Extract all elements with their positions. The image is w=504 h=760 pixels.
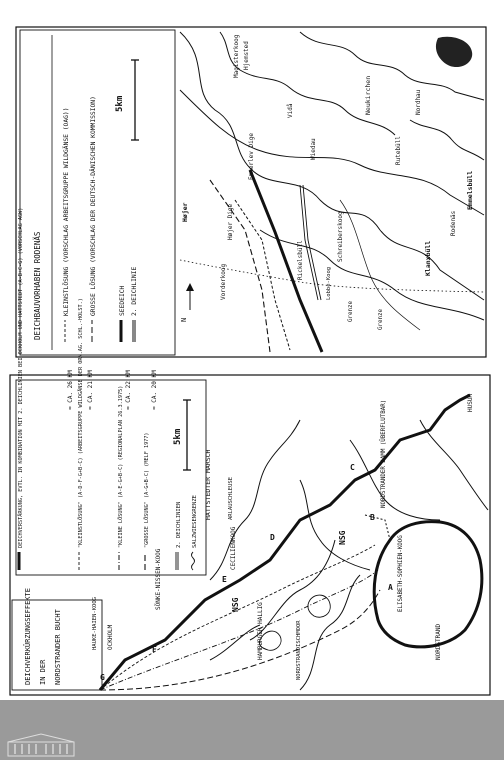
- point-a: A: [388, 583, 393, 592]
- svg-text:NSG: NSG: [338, 530, 347, 545]
- svg-text:Højer Dige: Højer Dige: [227, 203, 234, 240]
- right-map-labels: [181, 34, 474, 330]
- svg-text:Lobbe-Koog: Lobbe-Koog: [326, 266, 332, 300]
- right-legend-item-kleinst: [61, 107, 70, 342]
- left-map-damm: [365, 515, 390, 540]
- svg-text:"KLEINSTLÖSUNG" (A-D-F-G+B-C): "KLEINSTLÖSUNG" (A-D-F-G+B-C) (ARBEITSGRUPPE WILDGÄNSE DER ORN.AG. SCHL.-HOLST.): [78, 298, 84, 548]
- right-map-title: DEICHBAUVORHABEN RODENÄS: [33, 231, 42, 340]
- north-arrow-icon: [180, 283, 194, 322]
- svg-text:2. DEICHLINIE: 2. DEICHLINIE: [131, 266, 138, 316]
- svg-text:Grenze: Grenze: [348, 301, 354, 322]
- svg-text:2. DEICHLINIEN: 2. DEICHLINIEN: [176, 501, 182, 548]
- svg-text:Vorderkoog: Vorderkoog: [220, 263, 227, 300]
- svg-text:Nordhau: Nordhau: [415, 89, 422, 115]
- svg-text:CECILIENKOOG: CECILIENKOOG: [230, 526, 237, 570]
- left-map-coastlines: [210, 420, 488, 690]
- svg-text:Schreiberskoog: Schreiberskoog: [337, 211, 344, 262]
- svg-text:Vidå: Vidå: [287, 103, 294, 118]
- svg-text:Neukirchen: Neukirchen: [364, 75, 372, 115]
- svg-text:"KLEINE LÖSUNG" (A-E-G+B-C) (R: "KLEINE LÖSUNG" (A-E-G+B-C) (REGIONALPLAN 26.3.1975): [118, 385, 124, 548]
- left-legend-item-kleine: [117, 386, 124, 570]
- svg-text:KLEINSTLÖSUNG (VORSCHLAG ARBEI: KLEINSTLÖSUNG (VORSCHLAG ARBEITSGRUPPE WILDGÄNSE (OAG)): [63, 107, 70, 316]
- left-legend-item-verstaerkung: [17, 208, 24, 570]
- svg-text:Hjemsted: Hjemsted: [243, 41, 250, 70]
- svg-text:Emmelsbüll: Emmelsbüll: [466, 170, 474, 210]
- svg-text:ELISABETH-SOPHIEN-KOOG: ELISABETH-SOPHIEN-KOOG: [398, 535, 404, 612]
- left-map-kleine-line: [100, 570, 378, 690]
- svg-text:SALZWIESENGRENZE: SALZWIESENGRENZE: [192, 495, 198, 548]
- svg-text:Emmerlev Dige: Emmerlev Dige: [248, 133, 255, 180]
- left-legend-item-kleinst: [77, 298, 84, 570]
- left-map-title-2: IN DER: [39, 659, 47, 685]
- right-map-legend-box: [20, 30, 175, 355]
- left-map-title-1: DEICHVERKÜRZUNGSEFFEKTE: [24, 588, 32, 685]
- svg-text:HAMBURGER HALLIG: HAMBURGER HALLIG: [257, 602, 264, 660]
- svg-text:SEEDEICH: SEEDEICH: [119, 285, 126, 316]
- svg-text:NORDSTRANDER DAMM (ÜBERFLUTBAR: NORDSTRANDER DAMM (ÜBERFLUTBAR): [381, 399, 387, 508]
- point-g: G: [100, 673, 105, 682]
- left-legend-length-2: ≈ CA. 22 KM: [125, 370, 132, 410]
- svg-text:"GROSSE LÖSUNG" (A-G+B-C) (MEL: "GROSSE LÖSUNG" (A-G+B-C) (MELF 1977): [144, 432, 150, 548]
- svg-text:Grenze: Grenze: [378, 309, 384, 330]
- svg-text:Rutebüll: Rutebüll: [395, 136, 402, 165]
- svg-text:Rickelsbüll: Rickelsbüll: [297, 240, 304, 280]
- svg-text:ARLAUSCHLEUSE: ARLAUSCHLEUSE: [228, 476, 234, 520]
- right-map-kleinst-line: [235, 200, 290, 350]
- right-map-lake: [436, 37, 472, 67]
- svg-text:SÖNKE-NISSEN-KOOG: SÖNKE-NISSEN-KOOG: [155, 548, 162, 610]
- left-legend-length-1: ≈ CA. 21 KM: [87, 370, 94, 410]
- svg-text:DEICHVERSTÄRKUNG, EVTL. IN KOM: DEICHVERSTÄRKUNG, EVTL. IN KOMBINATION MIT 2. DEICHLINIEN BEI OCKHOLM UND HATTSTEDT (A-B+C-G) (VORSCHLAG AGW): [18, 207, 24, 548]
- svg-text:Højer: Højer: [181, 202, 189, 222]
- svg-text:GROSSE LÖSUNG (VORSCHLAG DER D: GROSSE LÖSUNG (VORSCHLAG DER DEUTSCH-DÄNISCHEN KOMMISSION): [90, 96, 97, 316]
- svg-text:5km: 5km: [173, 428, 183, 445]
- svg-text:5km: 5km: [115, 95, 125, 112]
- svg-text:HUSUM: HUSUM: [467, 393, 474, 412]
- right-map-seedeich: [250, 170, 322, 352]
- point-f: F: [152, 645, 157, 654]
- svg-text:Klanxbüll: Klanxbüll: [424, 240, 432, 276]
- svg-text:NSG: NSG: [231, 597, 240, 612]
- svg-text:N: N: [180, 317, 188, 322]
- point-d: D: [270, 533, 275, 542]
- point-b: B: [370, 513, 375, 522]
- library-logo-icon: [6, 732, 76, 758]
- svg-text:Rodenäs: Rodenäs: [450, 210, 457, 236]
- right-legend-item-grosse: [88, 96, 97, 342]
- svg-text:HATTSTEDTER MARSCH: HATTSTEDTER MARSCH: [204, 449, 212, 520]
- point-c: C: [350, 463, 355, 472]
- left-legend-length-0: ≈ CA. 26 KM: [67, 370, 74, 410]
- right-map-grosse-line: [210, 180, 270, 352]
- svg-text:Wiedau: Wiedau: [310, 138, 317, 160]
- svg-text:NORDSTRAND: NORDSTRAND: [435, 623, 442, 660]
- svg-text:HAUKE-HAIEN-KOOG: HAUKE-HAIEN-KOOG: [92, 597, 98, 650]
- svg-text:NORDSTRANDISCHMOOR: NORDSTRANDISCHMOOR: [296, 620, 302, 680]
- left-map-grosse-line: [100, 590, 380, 690]
- left-map-moor: [308, 595, 330, 617]
- left-legend-length-3: ≈ CA. 20 KM: [151, 370, 158, 410]
- svg-text:Magisterkoog: Magisterkoog: [233, 34, 240, 78]
- svg-text:OCKHOLM: OCKHOLM: [107, 624, 114, 650]
- left-map-title-3: NORDSTRANDER BUCHT: [54, 609, 62, 685]
- point-e: E: [222, 575, 227, 584]
